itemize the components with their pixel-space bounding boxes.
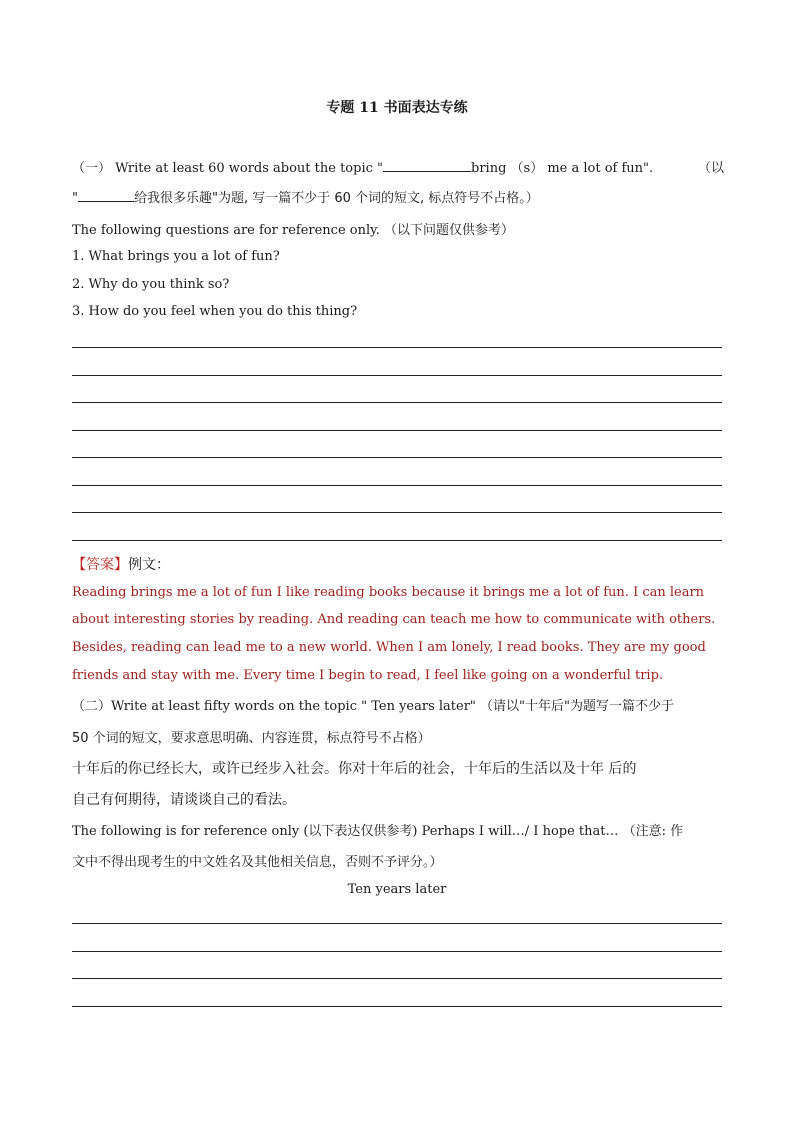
section1-prompt2-text: 给我很多乐趣"为题, 写一篇不少于 60 个词的短文, 标点符号不占格。） — [133, 191, 539, 206]
answer-line: friends and stay with me. Every time I begin to read, I feel like going on a wonderful trip. — [72, 668, 664, 683]
section1-prompt-line2 — [72, 187, 724, 206]
answer-line: Reading brings me a lot of fun I like reading books because it brings me a lot of fun. I can learn — [72, 585, 705, 600]
answer-line: Besides, reading can lead me to a new world. When I am lonely, I read books. They are my good — [72, 640, 706, 655]
answer-line: about interesting stories by reading. And reading can teach me how to communicate with others. — [72, 612, 716, 627]
writing-line — [72, 347, 722, 348]
section2-prompt-line5: The following is for reference only (以下表达仅供参考) Perhaps I will…/ I hope that… （注意: 作 — [72, 824, 684, 839]
writing-line — [72, 540, 722, 541]
section2-prompt-line3: 十年后的你已经长大，或许已经步入社会。你对十年后的社会，十年后的生活以及十年 后的 — [72, 761, 637, 777]
writing-line — [72, 512, 722, 513]
writing-line — [72, 923, 722, 924]
writing-line — [72, 485, 722, 486]
writing-line — [72, 978, 722, 979]
section1-prompt-line1 — [72, 157, 724, 176]
essay-title: Ten years later — [347, 882, 447, 897]
question-2: 2. Why do you think so? — [72, 277, 230, 292]
topic-blank-2 — [78, 189, 134, 202]
answer-tag: 【答案】 — [72, 557, 128, 573]
section1-prompt-start: （一） Write at least 60 words about the topic " — [72, 161, 384, 176]
writing-line — [72, 402, 722, 403]
answer-header — [72, 554, 724, 574]
section1-prompt-topic: bring （s） me a lot of fun". — [471, 161, 654, 176]
writing-line — [72, 951, 722, 952]
section2-prompt-line1: （二）Write at least fifty words on the topic " Ten years later" （请以"十年后"为题写一篇不少于 — [72, 699, 674, 714]
page-title: 专题 11 书面表达专练 — [326, 100, 468, 116]
writing-line — [72, 430, 722, 431]
section2-prompt-line2: 50 个词的短文，要求意思明确、内容连贯，标点符号不占格） — [72, 731, 431, 746]
section1-prompt-end: （以 — [697, 161, 724, 176]
topic-blank — [383, 159, 471, 172]
question-1: 1. What brings you a lot of fun? — [72, 249, 280, 264]
question-3: 3. How do you feel when you do this thing? — [72, 304, 358, 319]
section2-prompt-line6: 文中不得出现考生的中文姓名及其他相关信息，否则不予评分。） — [72, 855, 443, 870]
section1-prompt2-start: " — [72, 191, 78, 206]
writing-line — [72, 1006, 722, 1007]
reference-note: The following questions are for reference only. （以下问题仅供参考） — [72, 223, 515, 238]
writing-line — [72, 457, 722, 458]
writing-line — [72, 375, 722, 376]
section2-prompt-line4: 自己有何期待，请谈谈自己的看法。 — [72, 792, 296, 808]
answer-label: 例文： — [128, 557, 170, 573]
